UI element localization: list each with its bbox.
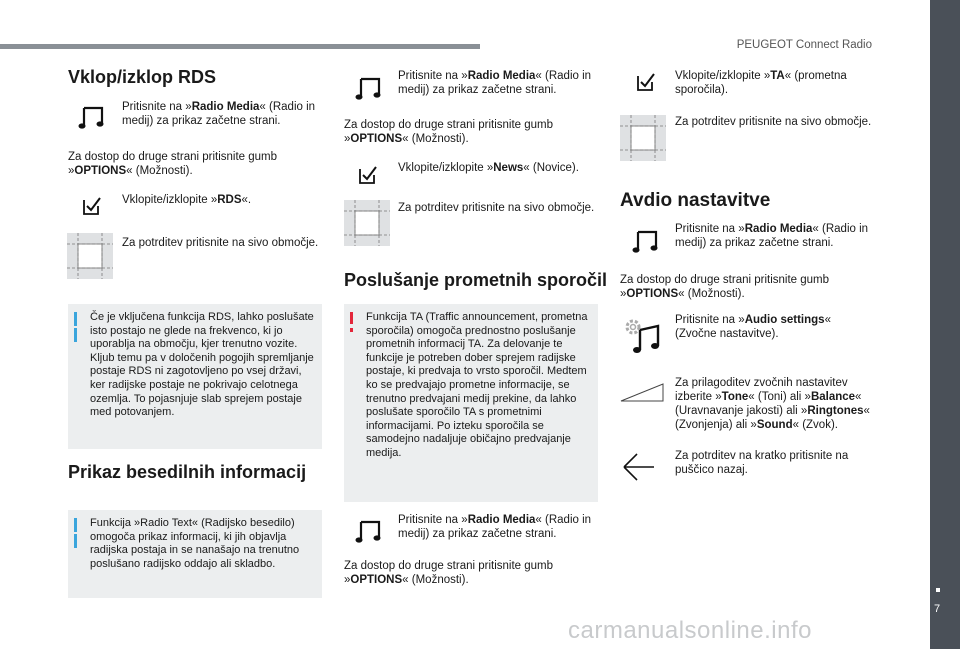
checkbox-icon: [82, 196, 102, 216]
step-radio-media: Pritisnite na »Radio Media« (Radio in medij) za prikaz začetne strani.: [398, 70, 592, 96]
checkbox-icon: [358, 165, 378, 185]
options-instruction: Za dostop do druge strani pritisnite gumb »OPTIONS« (Možnosti).: [344, 560, 554, 586]
options-instruction: Za dostop do druge strani pritisnite gumb »OPTIONS« (Možnosti).: [620, 274, 830, 300]
section-title-text-info: Prikaz besedilnih informacij: [68, 462, 307, 482]
info-bar-top: [74, 518, 77, 532]
step-radio-media: Pritisnite na »Radio Media« (Radio in medij) za prikaz začetne strani.: [398, 514, 592, 540]
step-adjust-sound: Za prilagoditev zvočnih nastavitev izberite »Tone« (Toni) ali »Balance« (Uravnavanje jakosti) ali »Ringtones« (Zvonjenja) ali »Sound« (Zvok).: [675, 377, 870, 431]
section-title-traffic: Poslušanje prometnih sporočil: [344, 270, 608, 290]
step-toggle-rds: Vklopite/izklopite »RDS«.: [122, 194, 252, 206]
info-bar-bottom: [74, 328, 77, 342]
options-instruction: Za dostop do druge strani pritisnite gumb »OPTIONS« (Možnosti).: [344, 119, 554, 145]
step-confirm-grey: Za potrditev pritisnite na sivo območje.: [122, 237, 319, 249]
warning-text-ta: Funkcija TA (Traffic announcement, prometna sporočila) omogoča prednostno poslušanje prometnih informacij TA. Za delovanje te funkcije je potreben dober sprejem radijske postaje, ki predvaja to vrsto sporočil. Medtem ko se predvajajo prometne informacije, se trenutno predvajani medij prekine, da lahko poslušate sporočilo TA s prometnimi informacijami. Po izteku sporočila se samodejno nadaljuje običajno predvajanje medija.: [366, 311, 588, 459]
music-note-icon: [632, 228, 658, 254]
back-arrow-icon: [621, 450, 657, 484]
page-number: 7: [934, 603, 941, 615]
grey-area-icon: [67, 233, 113, 279]
step-confirm-grey: Za potrditev pritisnite na sivo območje.: [675, 116, 872, 128]
section-title-audio: Avdio nastavitve: [620, 190, 771, 211]
info-box-radiotext: [68, 510, 322, 598]
warning-bar-dot: [350, 328, 353, 332]
section-title-rds: Vklop/izklop RDS: [68, 67, 217, 87]
slider-icon: [620, 383, 664, 403]
grey-area-icon: [620, 115, 666, 161]
step-radio-media: Pritisnite na »Radio Media« (Radio in medij) za prikaz začetne strani.: [122, 101, 316, 127]
info-text-radiotext: Funkcija »Radio Text« (Radijsko besedilo) omogoča prikaz informacij, ki jih objavlja radijska postaja in se nanašajo na trenutno poslušano radijsko oddajo ali skladbo.: [90, 517, 300, 570]
info-bar-top: [74, 312, 77, 326]
page-marker: [936, 588, 940, 592]
step-confirm-grey: Za potrditev pritisnite na sivo območje.: [398, 202, 595, 214]
music-note-icon: [355, 518, 381, 544]
grey-area-icon: [344, 200, 390, 246]
checkbox-icon: [636, 72, 656, 92]
warning-bar-top: [350, 312, 353, 324]
options-instruction: Za dostop do druge strani pritisnite gumb »OPTIONS« (Možnosti).: [68, 151, 278, 177]
step-confirm-back: Za potrditev na kratko pritisnite na puščico nazaj.: [675, 450, 849, 476]
audio-settings-icon: [622, 316, 662, 356]
warning-box-ta: [344, 304, 598, 502]
info-box-rds: [68, 304, 322, 449]
info-bar-bottom: [74, 534, 77, 548]
header-rule: [0, 44, 480, 49]
music-note-icon: [355, 75, 381, 101]
music-note-icon: [78, 104, 104, 130]
info-text-rds: Če je vključena funkcija RDS, lahko poslušate isto postajo ne glede na frekvenco, ki jo uporablja na območju, kjer trenutno vozite. Kljub temu pa v določenih pogojih spremljanje postaje RDS ni zagotovljeno po vsej državi, ker radijske postaje ne pokrivajo celotnega ozemlja. To pojasnjuje slab sprejem postaje med potovanjem.: [90, 311, 314, 419]
step-radio-media: Pritisnite na »Radio Media« (Radio in medij) za prikaz začetne strani.: [675, 223, 869, 249]
watermark: carmanualsonline.info: [568, 617, 812, 644]
page-header: PEUGEOT Connect Radio: [736, 39, 872, 51]
step-toggle-ta: Vklopite/izklopite »TA« (prometna sporočila).: [675, 70, 847, 96]
sidebar-strip: [930, 0, 960, 649]
step-toggle-news: Vklopite/izklopite »News« (Novice).: [398, 162, 579, 174]
step-audio-settings: Pritisnite na »Audio settings« (Zvočne nastavitve).: [675, 314, 831, 340]
